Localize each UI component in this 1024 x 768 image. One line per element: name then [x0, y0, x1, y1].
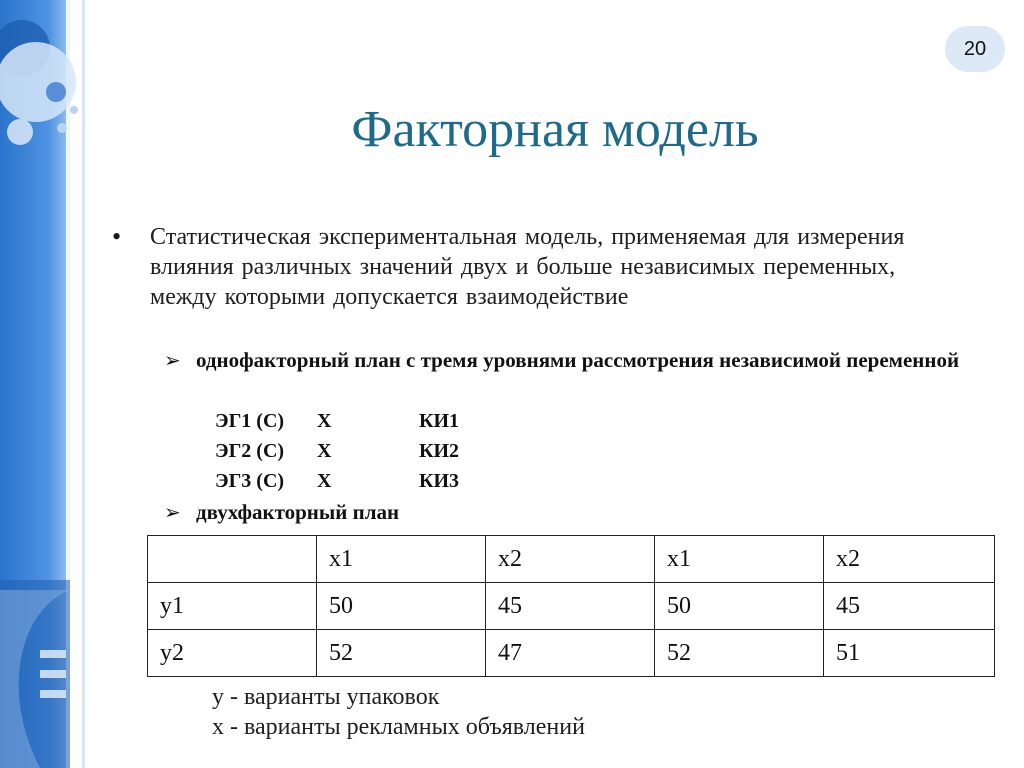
page-number-badge: 20 — [945, 26, 1005, 72]
decorative-side-band — [0, 0, 96, 768]
table-cell: x2 — [824, 536, 995, 583]
table-cell: 45 — [486, 583, 655, 630]
definition-text: Статистическая экспериментальная модель, применяемая для измерения влияния различных значений двух и больше независимых переменных, между которыми допускается взаимодействие — [150, 224, 905, 310]
table-row — [148, 583, 995, 630]
one-factor-plan-label: однофакторный план с тремя уровнями рассмотрения независимой переменной — [196, 348, 960, 372]
table-cell: 50 — [317, 583, 486, 630]
table-header-row — [148, 536, 995, 583]
table-row — [148, 630, 995, 677]
table-cell: 50 — [655, 583, 824, 630]
table-cell: y2 — [148, 630, 317, 677]
arrow-bullet-icon: ➢ — [164, 348, 181, 372]
slide-title: Факторная модель — [351, 101, 759, 158]
two-factor-plan-label: двухфакторный план — [196, 500, 400, 524]
legend-notes — [212, 682, 585, 742]
design-measure: КИ3 — [419, 470, 460, 492]
bullet-dot: • — [112, 222, 122, 251]
table-cell: x2 — [486, 536, 655, 583]
table-cell: x1 — [655, 536, 824, 583]
design-group: ЭГ2 (С) — [215, 440, 285, 462]
table-cell: 52 — [655, 630, 824, 677]
design-measure: КИ1 — [419, 410, 460, 432]
design-treatment: Х — [317, 440, 332, 462]
table-cell: x1 — [317, 536, 486, 583]
arrow-bullet-icon: ➢ — [164, 500, 181, 524]
table-cell: 52 — [317, 630, 486, 677]
two-factor-table — [147, 535, 995, 677]
table-cell: 45 — [824, 583, 995, 630]
table-cell: 47 — [486, 630, 655, 677]
table-cell — [148, 536, 317, 583]
design-measure: КИ2 — [419, 440, 460, 462]
note-y: у - варианты упаковок — [212, 684, 440, 710]
design-treatment: Х — [317, 470, 332, 492]
design-treatment: Х — [317, 410, 332, 432]
design-group: ЭГ1 (С) — [215, 410, 285, 432]
design-group: ЭГ3 (С) — [215, 470, 285, 492]
note-x: х - варианты рекламных объявлений — [212, 714, 585, 740]
table-cell: 51 — [824, 630, 995, 677]
table-cell: y1 — [148, 583, 317, 630]
